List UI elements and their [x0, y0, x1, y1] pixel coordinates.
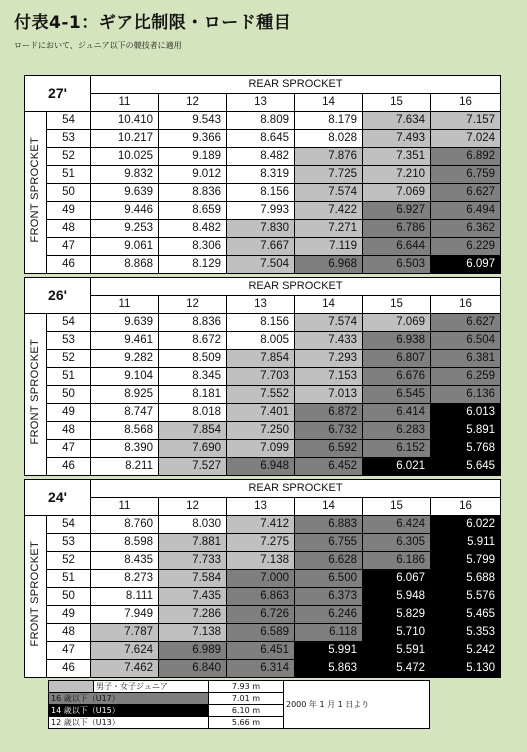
- rear-size-header: 12: [159, 296, 227, 314]
- gear-ratio-cell: 6.494: [431, 202, 501, 220]
- gear-ratio-cell: 6.503: [363, 256, 431, 274]
- front-size-label: 52: [47, 148, 91, 166]
- front-size-label: 47: [47, 238, 91, 256]
- table-row: [25, 130, 501, 148]
- gear-ratio-cell: 7.138: [227, 552, 295, 570]
- rear-size-header: 15: [363, 296, 431, 314]
- gear-ratio-cell: 6.883: [295, 516, 363, 534]
- gear-ratio-cell: 5.991: [295, 642, 363, 660]
- table-row: [25, 350, 501, 368]
- front-size-label: 49: [47, 202, 91, 220]
- table-row: [25, 112, 501, 130]
- table-row: [25, 516, 501, 534]
- gear-ratio-cell: 6.067: [363, 570, 431, 588]
- gear-ratio-cell: 6.314: [227, 660, 295, 678]
- gear-ratio-cell: 7.462: [91, 660, 159, 678]
- gear-ratio-cell: 6.451: [227, 642, 295, 660]
- table-row: [25, 332, 501, 350]
- front-size-label: 51: [47, 570, 91, 588]
- gear-ratio-cell: 7.733: [159, 552, 227, 570]
- gear-ratio-cell: 7.293: [295, 350, 363, 368]
- table-row: [25, 570, 501, 588]
- gear-ratio-cell: 7.286: [159, 606, 227, 624]
- table-row: [25, 314, 501, 332]
- gear-ratio-cell: 6.452: [295, 458, 363, 476]
- gear-ratio-cell: 6.840: [159, 660, 227, 678]
- gear-ratio-cell: 7.690: [159, 440, 227, 458]
- gear-ratio-cell: 7.703: [227, 368, 295, 386]
- front-size-label: 52: [47, 552, 91, 570]
- table-row: [25, 368, 501, 386]
- gear-ratio-cell: 6.414: [363, 404, 431, 422]
- gear-ratio-cell: 7.854: [227, 350, 295, 368]
- legend-swatch: [49, 681, 94, 693]
- gear-table-26: [24, 277, 501, 476]
- gear-ratio-cell: 6.545: [363, 386, 431, 404]
- gear-ratio-cell: 8.306: [159, 238, 227, 256]
- gear-ratio-cell: 6.504: [431, 332, 501, 350]
- table-row: [25, 238, 501, 256]
- gear-ratio-cell: 5.465: [431, 606, 501, 624]
- gear-ratio-cell: 7.412: [227, 516, 295, 534]
- gear-ratio-cell: 8.868: [91, 256, 159, 274]
- gear-ratio-cell: 8.435: [91, 552, 159, 570]
- gear-ratio-table: [24, 75, 501, 274]
- gear-ratio-cell: 9.446: [91, 202, 159, 220]
- gear-ratio-cell: 6.246: [295, 606, 363, 624]
- front-size-label: 50: [47, 386, 91, 404]
- gear-ratio-cell: 7.250: [227, 422, 295, 440]
- rear-sprocket-header: REAR SPROCKET: [91, 278, 501, 296]
- gear-ratio-cell: 7.881: [159, 534, 227, 552]
- gear-ratio-cell: 6.726: [227, 606, 295, 624]
- gear-ratio-cell: 6.892: [431, 148, 501, 166]
- table-row: [25, 642, 501, 660]
- front-size-label: 46: [47, 256, 91, 274]
- gear-ratio-cell: 7.069: [363, 314, 431, 332]
- gear-ratio-cell: 8.747: [91, 404, 159, 422]
- gear-ratio-cell: 5.645: [431, 458, 501, 476]
- gear-ratio-cell: 7.493: [363, 130, 431, 148]
- rear-size-header: 16: [431, 94, 501, 112]
- legend-value: 7.01 m: [209, 693, 284, 705]
- rear-size-header: 15: [363, 498, 431, 516]
- table-row: [25, 202, 501, 220]
- gear-ratio-cell: 6.152: [363, 440, 431, 458]
- gear-ratio-cell: 6.938: [363, 332, 431, 350]
- gear-ratio-cell: 5.353: [431, 624, 501, 642]
- gear-ratio-cell: 9.189: [159, 148, 227, 166]
- wheel-size-label: 24': [25, 480, 91, 516]
- gear-ratio-cell: 7.210: [363, 166, 431, 184]
- gear-ratio-cell: 10.217: [91, 130, 159, 148]
- legend-label: 16 歳以下（U17）: [49, 693, 209, 705]
- gear-ratio-cell: 7.119: [295, 238, 363, 256]
- gear-ratio-cell: 6.863: [227, 588, 295, 606]
- front-size-label: 50: [47, 184, 91, 202]
- gear-ratio-cell: 7.624: [91, 642, 159, 660]
- front-size-label: 46: [47, 458, 91, 476]
- gear-ratio-cell: 6.097: [431, 256, 501, 274]
- gear-ratio-cell: 7.351: [363, 148, 431, 166]
- rear-sprocket-header: REAR SPROCKET: [91, 76, 501, 94]
- gear-ratio-cell: 9.543: [159, 112, 227, 130]
- gear-ratio-cell: 7.422: [295, 202, 363, 220]
- gear-ratio-cell: 5.863: [295, 660, 363, 678]
- legend: [48, 680, 430, 729]
- gear-ratio-cell: 6.968: [295, 256, 363, 274]
- gear-ratio-cell: 7.271: [295, 220, 363, 238]
- legend-label: 男子・女子ジュニア: [94, 681, 209, 693]
- gear-ratio-cell: 10.025: [91, 148, 159, 166]
- front-size-label: 54: [47, 314, 91, 332]
- gear-ratio-cell: 7.401: [227, 404, 295, 422]
- table-row: [25, 220, 501, 238]
- gear-ratio-cell: 6.013: [431, 404, 501, 422]
- gear-ratio-cell: 9.282: [91, 350, 159, 368]
- legend-label: 12 歳以下（U13）: [49, 717, 209, 729]
- gear-ratio-cell: 7.024: [431, 130, 501, 148]
- gear-ratio-cell: 8.509: [159, 350, 227, 368]
- front-sprocket-label: FRONT SPROCKET: [29, 137, 41, 243]
- table-row: [25, 458, 501, 476]
- gear-ratio-cell: 6.373: [295, 588, 363, 606]
- table-row: [25, 422, 501, 440]
- gear-ratio-cell: 6.362: [431, 220, 501, 238]
- rear-sprocket-header: REAR SPROCKET: [91, 480, 501, 498]
- gear-ratio-cell: 9.366: [159, 130, 227, 148]
- gear-ratio-cell: 8.005: [227, 332, 295, 350]
- front-size-label: 48: [47, 220, 91, 238]
- gear-ratio-cell: 6.424: [363, 516, 431, 534]
- gear-ratio-cell: 6.628: [295, 552, 363, 570]
- gear-ratio-cell: 7.013: [295, 386, 363, 404]
- gear-ratio-cell: 6.118: [295, 624, 363, 642]
- rear-size-header: 13: [227, 296, 295, 314]
- gear-ratio-cell: 6.381: [431, 350, 501, 368]
- rear-size-header: 11: [91, 498, 159, 516]
- front-size-label: 49: [47, 404, 91, 422]
- front-size-label: 51: [47, 166, 91, 184]
- gear-ratio-cell: 6.807: [363, 350, 431, 368]
- gear-ratio-cell: 7.574: [295, 184, 363, 202]
- table-row: [25, 256, 501, 274]
- gear-ratio-cell: 8.645: [227, 130, 295, 148]
- front-size-label: 54: [47, 112, 91, 130]
- gear-ratio-cell: 7.157: [431, 112, 501, 130]
- gear-ratio-cell: 6.021: [363, 458, 431, 476]
- rear-size-header: 12: [159, 498, 227, 516]
- gear-ratio-cell: 8.672: [159, 332, 227, 350]
- table-row: [25, 386, 501, 404]
- gear-ratio-cell: 9.639: [91, 184, 159, 202]
- gear-ratio-cell: 6.186: [363, 552, 431, 570]
- wheel-size-label: 26': [25, 278, 91, 314]
- gear-ratio-cell: 9.061: [91, 238, 159, 256]
- gear-ratio-cell: 7.949: [91, 606, 159, 624]
- gear-ratio-cell: 8.482: [227, 148, 295, 166]
- gear-ratio-cell: 8.030: [159, 516, 227, 534]
- gear-ratio-cell: 8.273: [91, 570, 159, 588]
- gear-ratio-cell: 8.809: [227, 112, 295, 130]
- gear-ratio-cell: 8.111: [91, 588, 159, 606]
- gear-ratio-cell: 8.156: [227, 314, 295, 332]
- gear-ratio-cell: 6.755: [295, 534, 363, 552]
- gear-ratio-cell: 8.925: [91, 386, 159, 404]
- legend-note: 2000 年 1 月 1 日より: [284, 681, 430, 729]
- gear-ratio-cell: 6.022: [431, 516, 501, 534]
- rear-size-header: 14: [295, 94, 363, 112]
- gear-ratio-cell: 7.634: [363, 112, 431, 130]
- rear-size-header: 13: [227, 498, 295, 516]
- gear-ratio-cell: 8.345: [159, 368, 227, 386]
- gear-ratio-cell: 6.759: [431, 166, 501, 184]
- front-size-label: 47: [47, 440, 91, 458]
- gear-ratio-cell: 6.732: [295, 422, 363, 440]
- gear-ratio-cell: 7.993: [227, 202, 295, 220]
- gear-ratio-cell: 6.989: [159, 642, 227, 660]
- front-size-label: 51: [47, 368, 91, 386]
- gear-ratio-cell: 8.211: [91, 458, 159, 476]
- gear-ratio-cell: 7.552: [227, 386, 295, 404]
- gear-ratio-cell: 8.181: [159, 386, 227, 404]
- gear-ratio-cell: 7.527: [159, 458, 227, 476]
- front-size-label: 53: [47, 130, 91, 148]
- gear-ratio-cell: 7.876: [295, 148, 363, 166]
- gear-ratio-cell: 7.830: [227, 220, 295, 238]
- gear-ratio-cell: 8.568: [91, 422, 159, 440]
- front-sprocket-header: [25, 314, 47, 476]
- front-size-label: 52: [47, 350, 91, 368]
- gear-ratio-cell: 9.012: [159, 166, 227, 184]
- gear-ratio-cell: 6.948: [227, 458, 295, 476]
- gear-ratio-cell: 8.028: [295, 130, 363, 148]
- legend-value: 7.93 m: [209, 681, 284, 693]
- front-size-label: 53: [47, 534, 91, 552]
- front-size-label: 54: [47, 516, 91, 534]
- gear-ratio-cell: 8.179: [295, 112, 363, 130]
- gear-ratio-cell: 7.854: [159, 422, 227, 440]
- gear-ratio-cell: 5.891: [431, 422, 501, 440]
- table-row: [25, 184, 501, 202]
- gear-ratio-cell: 7.000: [227, 570, 295, 588]
- gear-ratio-cell: 9.639: [91, 314, 159, 332]
- gear-ratio-cell: 6.305: [363, 534, 431, 552]
- table-row: [25, 404, 501, 422]
- gear-ratio-cell: 5.472: [363, 660, 431, 678]
- gear-ratio-cell: 6.500: [295, 570, 363, 588]
- legend-value: 5.66 m: [209, 717, 284, 729]
- gear-ratio-cell: 9.832: [91, 166, 159, 184]
- table-row: [25, 440, 501, 458]
- gear-ratio-cell: 8.390: [91, 440, 159, 458]
- rear-size-header: 11: [91, 94, 159, 112]
- gear-ratio-cell: 8.836: [159, 314, 227, 332]
- gear-ratio-cell: 5.829: [363, 606, 431, 624]
- legend-row: [49, 681, 430, 693]
- rear-size-header: 12: [159, 94, 227, 112]
- gear-ratio-cell: 5.710: [363, 624, 431, 642]
- gear-ratio-cell: 10.410: [91, 112, 159, 130]
- gear-ratio-cell: 8.129: [159, 256, 227, 274]
- gear-ratio-cell: 6.229: [431, 238, 501, 256]
- front-size-label: 48: [47, 624, 91, 642]
- gear-ratio-cell: 7.435: [159, 588, 227, 606]
- front-size-label: 50: [47, 588, 91, 606]
- gear-ratio-cell: 7.153: [295, 368, 363, 386]
- rear-size-header: 14: [295, 296, 363, 314]
- rear-size-header: 13: [227, 94, 295, 112]
- table-row: [25, 166, 501, 184]
- front-size-label: 46: [47, 660, 91, 678]
- table-row: [25, 588, 501, 606]
- front-sprocket-label: FRONT SPROCKET: [29, 541, 41, 647]
- gear-ratio-cell: 7.504: [227, 256, 295, 274]
- gear-ratio-cell: 7.787: [91, 624, 159, 642]
- rear-size-header: 15: [363, 94, 431, 112]
- gear-ratio-cell: 7.275: [227, 534, 295, 552]
- table-row: [25, 624, 501, 642]
- gear-ratio-cell: 7.574: [295, 314, 363, 332]
- page-subtitle: ロードにおいて、ジュニア以下の競技者に適用: [14, 41, 182, 50]
- gear-ratio-cell: 6.627: [431, 314, 501, 332]
- front-sprocket-label: FRONT SPROCKET: [29, 339, 41, 445]
- gear-ratio-cell: 6.283: [363, 422, 431, 440]
- table-row: [25, 552, 501, 570]
- gear-ratio-cell: 8.156: [227, 184, 295, 202]
- legend-label: 14 歳以下（U15）: [49, 705, 209, 717]
- gear-ratio-cell: 7.138: [159, 624, 227, 642]
- gear-ratio-cell: 9.253: [91, 220, 159, 238]
- rear-size-header: 11: [91, 296, 159, 314]
- gear-ratio-cell: 8.018: [159, 404, 227, 422]
- gear-ratio-cell: 5.130: [431, 660, 501, 678]
- rear-size-header: 14: [295, 498, 363, 516]
- front-size-label: 48: [47, 422, 91, 440]
- gear-ratio-cell: 6.644: [363, 238, 431, 256]
- gear-ratio-cell: 5.576: [431, 588, 501, 606]
- gear-ratio-cell: 7.069: [363, 184, 431, 202]
- gear-ratio-cell: 6.786: [363, 220, 431, 238]
- gear-ratio-cell: 6.259: [431, 368, 501, 386]
- gear-ratio-cell: 9.104: [91, 368, 159, 386]
- table-row: [25, 148, 501, 166]
- gear-ratio-cell: 8.836: [159, 184, 227, 202]
- table-row: [25, 606, 501, 624]
- gear-ratio-cell: 6.589: [227, 624, 295, 642]
- gear-ratio-cell: 8.659: [159, 202, 227, 220]
- legend-value: 6.10 m: [209, 705, 284, 717]
- gear-ratio-cell: 6.592: [295, 440, 363, 458]
- gear-ratio-cell: 5.242: [431, 642, 501, 660]
- rear-size-header: 16: [431, 498, 501, 516]
- gear-ratio-cell: 8.319: [227, 166, 295, 184]
- gear-ratio-cell: 8.760: [91, 516, 159, 534]
- front-sprocket-header: [25, 112, 47, 274]
- legend-table: [48, 680, 430, 729]
- page-title: 付表4-1：ギア比制限・ロード種目: [14, 13, 292, 33]
- gear-ratio-cell: 5.911: [431, 534, 501, 552]
- gear-ratio-cell: 5.688: [431, 570, 501, 588]
- table-row: [25, 660, 501, 678]
- gear-ratio-cell: 7.099: [227, 440, 295, 458]
- gear-ratio-cell: 6.627: [431, 184, 501, 202]
- rear-size-header: 16: [431, 296, 501, 314]
- gear-ratio-cell: 5.768: [431, 440, 501, 458]
- gear-ratio-table: [24, 277, 501, 476]
- gear-table-27: [24, 75, 501, 274]
- front-sprocket-header: [25, 516, 47, 678]
- gear-ratio-cell: 5.591: [363, 642, 431, 660]
- gear-table-24: [24, 479, 501, 678]
- gear-ratio-cell: 6.136: [431, 386, 501, 404]
- gear-ratio-table: [24, 479, 501, 678]
- front-size-label: 53: [47, 332, 91, 350]
- gear-ratio-cell: 7.667: [227, 238, 295, 256]
- gear-ratio-cell: 5.799: [431, 552, 501, 570]
- gear-ratio-cell: 7.725: [295, 166, 363, 184]
- gear-ratio-cell: 9.461: [91, 332, 159, 350]
- gear-ratio-cell: 8.482: [159, 220, 227, 238]
- gear-ratio-cell: 7.433: [295, 332, 363, 350]
- gear-ratio-cell: 7.584: [159, 570, 227, 588]
- gear-ratio-cell: 6.872: [295, 404, 363, 422]
- front-size-label: 49: [47, 606, 91, 624]
- gear-ratio-cell: 5.948: [363, 588, 431, 606]
- gear-ratio-cell: 8.598: [91, 534, 159, 552]
- wheel-size-label: 27': [25, 76, 91, 112]
- front-size-label: 47: [47, 642, 91, 660]
- gear-ratio-cell: 6.927: [363, 202, 431, 220]
- gear-ratio-cell: 6.676: [363, 368, 431, 386]
- table-row: [25, 534, 501, 552]
